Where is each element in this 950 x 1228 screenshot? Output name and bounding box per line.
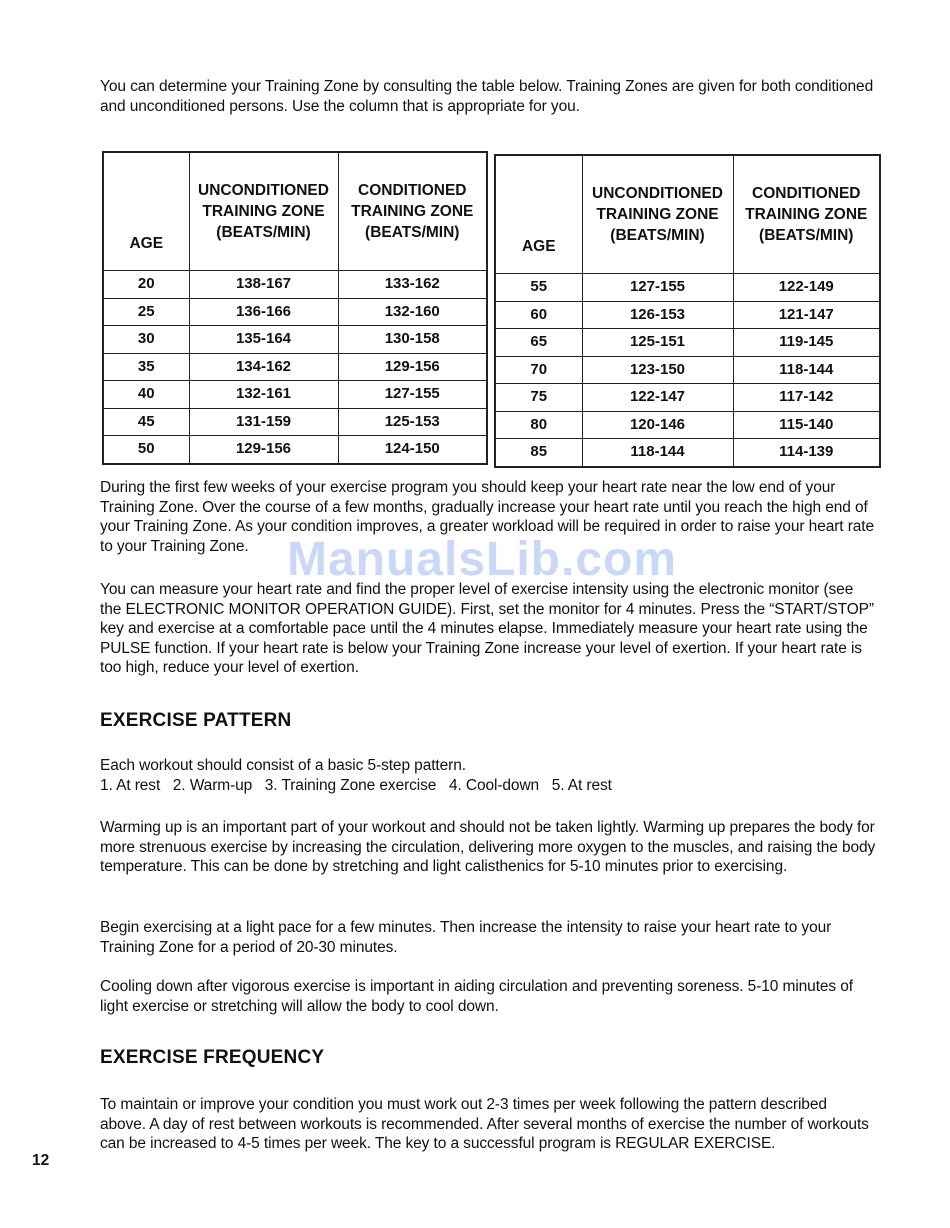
unconditioned-header: UNCONDITIONED TRAINING ZONE (BEATS/MIN): [189, 152, 338, 271]
table-row: [495, 384, 880, 412]
conditioned-cell: 132-160: [338, 298, 487, 326]
conditioned-cell: 124-150: [338, 436, 487, 464]
table-row: [495, 411, 880, 439]
age-cell: 75: [495, 384, 582, 412]
conditioned-cell: 117-142: [733, 384, 880, 412]
table-row: [495, 274, 880, 302]
age-header: AGE: [495, 155, 582, 274]
age-cell: 50: [103, 436, 189, 464]
table-row: [103, 436, 487, 464]
table-row: [103, 353, 487, 381]
cooldown-paragraph: Cooling down after vigorous exercise is important in aiding circulation and preventing soreness. 5-10 minutes of light exercise or stretching will allow the body to cool down.: [100, 978, 854, 1015]
conditioned-header: CONDITIONED TRAINING ZONE (BEATS/MIN): [338, 152, 487, 271]
conditioned-cell: 129-156: [338, 353, 487, 381]
unconditioned-cell: 134-162: [189, 353, 338, 381]
measure-heart-rate-paragraph: You can measure your heart rate and find the proper level of exercise intensity using the electronic monitor (see the ELECTRONIC MONITOR OPERATION GUIDE). First, set the monitor for 4 minutes. Press the “START/STOP” key and exercise at a comfortable pace until the 4 minutes elapse. Immediately measure your heart rate using the PULSE function. If your heart rate is below your Training Zone increase your level of exertion. If your heart rate is too high, reduce your level of exertion.: [100, 581, 874, 676]
table-row: [103, 271, 487, 299]
intro-paragraph: You can determine your Training Zone by consulting the table below. Training Zones are given for both conditioned and unconditioned persons. Use the column that is appropriate for you.: [100, 78, 874, 115]
exercise-frequency-heading: EXERCISE FREQUENCY: [100, 1047, 325, 1068]
age-cell: 25: [103, 298, 189, 326]
age-cell: 70: [495, 356, 582, 384]
table-row: [103, 298, 487, 326]
table-header-row: [103, 152, 487, 271]
age-cell: 35: [103, 353, 189, 381]
conditioned-cell: 118-144: [733, 356, 880, 384]
unconditioned-cell: 120-146: [582, 411, 733, 439]
unconditioned-cell: 126-153: [582, 301, 733, 329]
table-row: [495, 329, 880, 357]
conditioned-cell: 121-147: [733, 301, 880, 329]
exercise-pattern-heading: EXERCISE PATTERN: [100, 710, 292, 731]
training-zone-table-right: [494, 154, 881, 468]
table-row: [495, 356, 880, 384]
conditioned-cell: 114-139: [733, 439, 880, 467]
conditioned-cell: 122-149: [733, 274, 880, 302]
unconditioned-cell: 129-156: [189, 436, 338, 464]
conditioned-cell: 127-155: [338, 381, 487, 409]
conditioned-cell: 130-158: [338, 326, 487, 354]
begin-exercising-paragraph: Begin exercising at a light pace for a few minutes. Then increase the intensity to raise your heart rate to your Training Zone for a period of 20-30 minutes.: [100, 919, 832, 956]
manualslib-watermark: ManualsLib.com: [286, 533, 678, 586]
pattern-intro: Each workout should consist of a basic 5-step pattern.: [100, 757, 466, 774]
conditioned-cell: 133-162: [338, 271, 487, 299]
unconditioned-cell: 123-150: [582, 356, 733, 384]
unconditioned-cell: 118-144: [582, 439, 733, 467]
table-row: [103, 381, 487, 409]
training-zone-table-left: [102, 151, 488, 465]
age-cell: 55: [495, 274, 582, 302]
table-header-row: [495, 155, 880, 274]
age-cell: 30: [103, 326, 189, 354]
table-row: [103, 408, 487, 436]
conditioned-cell: 115-140: [733, 411, 880, 439]
unconditioned-cell: 122-147: [582, 384, 733, 412]
age-cell: 85: [495, 439, 582, 467]
pattern-steps: 1. At rest 2. Warm-up 3. Training Zone exercise 4. Cool-down 5. At rest: [100, 777, 612, 794]
age-cell: 65: [495, 329, 582, 357]
age-cell: 40: [103, 381, 189, 409]
unconditioned-cell: 127-155: [582, 274, 733, 302]
unconditioned-cell: 131-159: [189, 408, 338, 436]
warmup-paragraph: Warming up is an important part of your workout and should not be taken lightly. Warming up prepares the body for more strenuous exercise by increasing the circulation, delivering more oxygen to the muscles, and raising the body temperature. This can be done by stretching and light calisthenics for 5-10 minutes prior to exercising.: [100, 819, 876, 875]
conditioned-cell: 119-145: [733, 329, 880, 357]
age-cell: 20: [103, 271, 189, 299]
age-cell: 45: [103, 408, 189, 436]
page-number: 12: [32, 1152, 50, 1169]
age-header: AGE: [103, 152, 189, 271]
age-cell: 60: [495, 301, 582, 329]
table-row: [495, 301, 880, 329]
table-row: [103, 326, 487, 354]
unconditioned-cell: 136-166: [189, 298, 338, 326]
unconditioned-cell: 138-167: [189, 271, 338, 299]
first-weeks-paragraph: During the first few weeks of your exercise program you should keep your heart rate near the low end of your Training Zone. Over the course of a few months, gradually increase your heart rate until you reach the high end of your Training Zone. As your condition improves, a greater workload will be required in order to raise your heart rate to your Training Zone.: [100, 479, 875, 555]
table-row: [495, 439, 880, 467]
age-cell: 80: [495, 411, 582, 439]
conditioned-header: CONDITIONED TRAINING ZONE (BEATS/MIN): [733, 155, 880, 274]
conditioned-cell: 125-153: [338, 408, 487, 436]
unconditioned-cell: 125-151: [582, 329, 733, 357]
unconditioned-header: UNCONDITIONED TRAINING ZONE (BEATS/MIN): [582, 155, 733, 274]
unconditioned-cell: 135-164: [189, 326, 338, 354]
unconditioned-cell: 132-161: [189, 381, 338, 409]
frequency-paragraph: To maintain or improve your condition you must work out 2-3 times per week following the pattern described above. A day of rest between workouts is recommended. After several months of exercise the number of workouts can be increased to 4-5 times per week. The key to a successful program is REGULAR EXERCISE.: [100, 1096, 869, 1152]
